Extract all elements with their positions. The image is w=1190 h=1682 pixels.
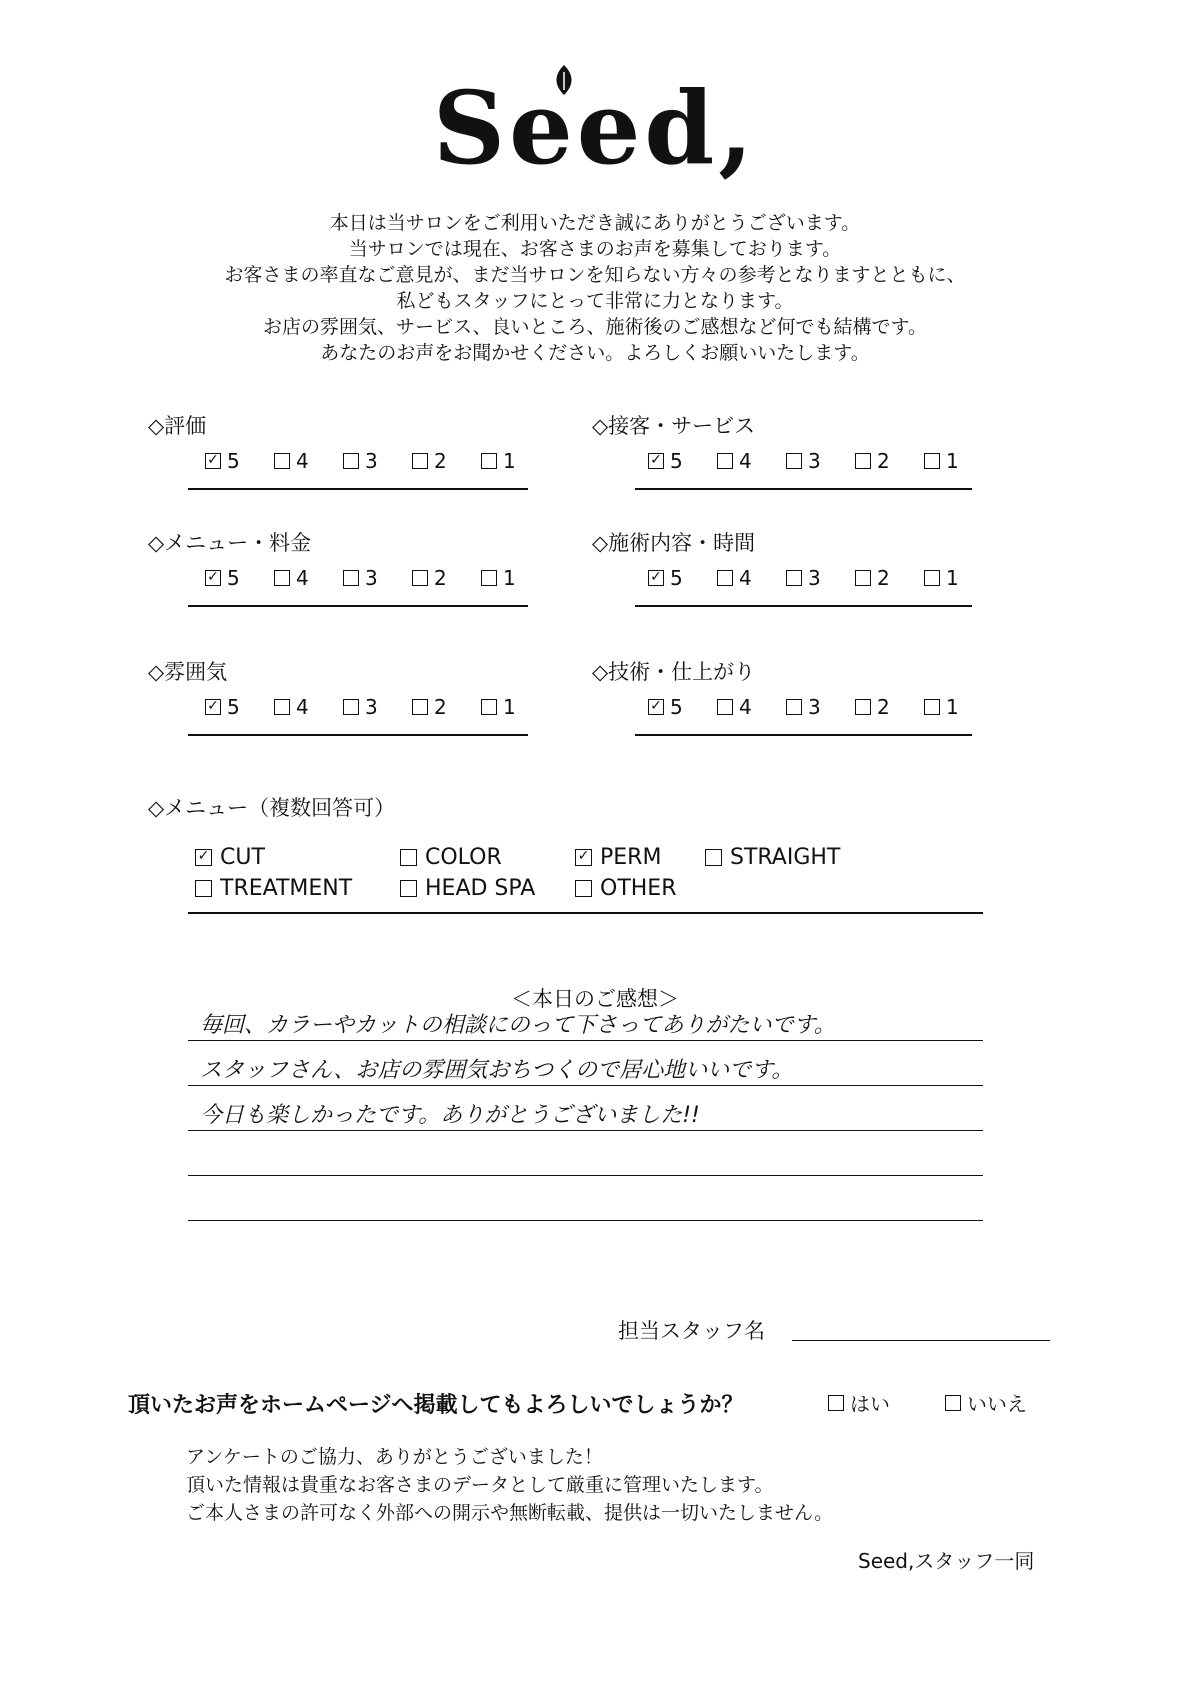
impression-line[interactable] [188, 1040, 983, 1041]
checkbox[interactable] [717, 570, 733, 586]
checkbox[interactable] [786, 570, 802, 586]
menu-option-color[interactable] [400, 845, 575, 870]
checkbox[interactable] [412, 453, 428, 469]
divider [635, 605, 972, 607]
rating-options [648, 566, 993, 590]
checkbox[interactable] [412, 699, 428, 715]
rating-option-4[interactable] [274, 449, 343, 473]
checkbox[interactable] [855, 699, 871, 715]
impression-title: ＜本日のご感想＞ [511, 987, 679, 1011]
rating-section-label: ◇雰囲気 [148, 660, 228, 684]
rating-options [205, 566, 550, 590]
checkbox[interactable] [274, 570, 290, 586]
menu-option-label: OTHER [600, 876, 677, 901]
checkbox[interactable] [274, 453, 290, 469]
checkbox[interactable] [855, 453, 871, 469]
rating-option-label: 4 [296, 566, 309, 590]
rating-section-label: ◇技術・仕上がり [592, 660, 756, 684]
impression-line[interactable] [188, 1085, 983, 1086]
thanks-line: ご本人さまの許可なく外部への開示や無断転載、提供は一切いたしません。 [186, 1502, 834, 1524]
staff-name-field[interactable] [792, 1340, 1050, 1341]
checkbox[interactable] [575, 880, 592, 897]
thanks-line: アンケートのご協力、ありがとうございました！ [186, 1446, 603, 1468]
divider [188, 734, 528, 736]
checkbox[interactable] [717, 699, 733, 715]
rating-option-2[interactable] [855, 695, 924, 719]
rating-options [205, 449, 550, 473]
divider [188, 605, 528, 607]
intro-line: 本日は当サロンをご利用いただき誠にありがとうございます。 [329, 212, 861, 234]
intro-text [0, 210, 1190, 366]
rating-option-4[interactable] [717, 566, 786, 590]
rating-option-4[interactable] [274, 695, 343, 719]
checkbox[interactable] [786, 453, 802, 469]
rating-option-label: 5 [227, 566, 240, 590]
menu-option-label: HEAD SPA [425, 876, 536, 901]
rating-option-label: 5 [227, 449, 240, 473]
rating-option-1[interactable] [481, 449, 550, 473]
rating-option-4[interactable] [717, 695, 786, 719]
menu-option-label: PERM [600, 845, 662, 870]
rating-option-label: 1 [503, 695, 516, 719]
rating-option-label: 4 [739, 695, 752, 719]
menu-option-other[interactable] [575, 876, 676, 901]
impression-text: スタッフさん、お店の雰囲気おちつくので居心地いいです。 [200, 1058, 794, 1083]
rating-option-label: 3 [365, 566, 378, 590]
rating-option-3[interactable] [786, 449, 855, 473]
divider [188, 912, 983, 914]
intro-line: 私どもスタッフにとって非常に力となります。 [396, 290, 794, 312]
checkbox[interactable] [195, 880, 212, 897]
rating-option-3[interactable] [343, 695, 412, 719]
rating-option-2[interactable] [855, 566, 924, 590]
publish-yes-option[interactable] [828, 1388, 890, 1417]
rating-option-label: 4 [296, 695, 309, 719]
rating-option-2[interactable] [855, 449, 924, 473]
rating-option-3[interactable] [786, 566, 855, 590]
checkbox[interactable] [924, 699, 940, 715]
rating-option-label: 2 [877, 449, 890, 473]
rating-option-label: 4 [739, 566, 752, 590]
checkbox[interactable]: ✓ [205, 453, 221, 469]
menu-option-label: TREATMENT [220, 876, 353, 901]
impression-line[interactable] [188, 1130, 983, 1131]
impression-line[interactable] [188, 1175, 983, 1176]
publish-question: 頂いたお声をホームページへ掲載してもよろしいでしょうか？ [128, 1393, 744, 1418]
rating-option-2[interactable] [412, 695, 481, 719]
rating-section-label: ◇評価 [148, 414, 207, 438]
impression-text: 毎回、カラーやカットの相談にのって下さってありがたいです。 [200, 1013, 836, 1038]
checkbox[interactable] [343, 699, 359, 715]
rating-section-label: ◇施術内容・時間 [592, 531, 756, 555]
rating-option-label: 5 [227, 695, 240, 719]
rating-option-label: 2 [434, 566, 447, 590]
divider [188, 488, 528, 490]
checkbox[interactable] [481, 570, 497, 586]
rating-option-label: 3 [365, 695, 378, 719]
rating-options [648, 695, 993, 719]
rating-option-label: 1 [946, 566, 959, 590]
publish-no-option[interactable] [945, 1388, 1027, 1417]
salon-logo: Seed, [432, 69, 758, 187]
rating-option-3[interactable] [786, 695, 855, 719]
checkbox[interactable] [412, 570, 428, 586]
rating-option-label: 4 [739, 449, 752, 473]
staff-name-label: 担当スタッフ名 [618, 1319, 765, 1343]
checkbox[interactable] [717, 453, 733, 469]
divider [635, 488, 972, 490]
impression-line[interactable] [188, 1220, 983, 1221]
rating-option-label: 5 [670, 449, 683, 473]
checkbox[interactable]: ✓ [575, 849, 592, 866]
checkbox[interactable]: ✓ [205, 699, 221, 715]
rating-option-label: 4 [296, 449, 309, 473]
rating-option-1[interactable] [924, 449, 993, 473]
menu-option-label: STRAIGHT [730, 845, 841, 870]
no-label: いいえ [967, 1392, 1027, 1416]
rating-option-5[interactable] [648, 566, 717, 590]
menu-option-head-spa[interactable] [400, 876, 575, 901]
rating-option-3[interactable] [343, 566, 412, 590]
checkbox[interactable] [924, 453, 940, 469]
checkbox[interactable] [855, 570, 871, 586]
thanks-line: 頂いた情報は貴重なお客さまのデータとして厳重に管理いたします。 [186, 1474, 774, 1496]
checkbox[interactable] [400, 880, 417, 897]
checkbox[interactable] [343, 453, 359, 469]
checkbox[interactable]: ✓ [648, 453, 664, 469]
checkbox[interactable] [828, 1395, 844, 1411]
rating-option-label: 3 [808, 566, 821, 590]
rating-option-label: 3 [808, 695, 821, 719]
rating-option-2[interactable] [412, 449, 481, 473]
menu-option-label: COLOR [425, 845, 502, 870]
impression-text: 今日も楽しかったです。ありがとうございました!! [200, 1103, 700, 1128]
signature: Seed,スタッフ一同 [858, 1549, 1035, 1573]
rating-option-label: 2 [434, 449, 447, 473]
checkbox[interactable] [274, 699, 290, 715]
intro-line: お店の雰囲気、サービス、良いところ、施術後のご感想など何でも結構です。 [262, 316, 928, 338]
rating-options [205, 695, 550, 719]
rating-option-5[interactable] [205, 695, 274, 719]
checkbox[interactable] [924, 570, 940, 586]
checkbox[interactable] [481, 699, 497, 715]
intro-line: 当サロンでは現在、お客さまのお声を募集しております。 [348, 238, 842, 260]
rating-option-5[interactable] [205, 449, 274, 473]
menu-section-label: ◇メニュー（複数回答可） [148, 796, 396, 820]
menu-options [195, 845, 840, 901]
rating-option-label: 1 [946, 449, 959, 473]
rating-option-3[interactable] [343, 449, 412, 473]
checkbox[interactable] [786, 699, 802, 715]
rating-option-label: 2 [877, 566, 890, 590]
checkbox[interactable]: ✓ [648, 570, 664, 586]
checkbox[interactable]: ✓ [648, 699, 664, 715]
menu-option-cut[interactable] [195, 845, 400, 870]
rating-options [648, 449, 993, 473]
rating-option-2[interactable] [412, 566, 481, 590]
rating-option-label: 1 [946, 695, 959, 719]
rating-section-label: ◇メニュー・料金 [148, 531, 312, 555]
rating-option-1[interactable] [481, 695, 550, 719]
rating-option-5[interactable] [648, 449, 717, 473]
intro-line: あなたのお声をお聞かせください。よろしくお願いいたします。 [320, 342, 870, 364]
checkbox[interactable]: ✓ [195, 849, 212, 866]
menu-option-label: CUT [220, 845, 265, 870]
menu-option-treatment[interactable] [195, 876, 400, 901]
rating-option-label: 1 [503, 449, 516, 473]
rating-option-5[interactable] [648, 695, 717, 719]
rating-option-1[interactable] [481, 566, 550, 590]
rating-option-label: 3 [365, 449, 378, 473]
checkbox[interactable] [945, 1395, 961, 1411]
intro-line: お客さまの率直なご意見が、まだ当サロンを知らない方々の参考となりますとともに、 [224, 264, 966, 286]
menu-option-perm[interactable] [575, 845, 705, 870]
thanks-text [186, 1443, 833, 1527]
checkbox[interactable] [481, 453, 497, 469]
divider [635, 734, 972, 736]
rating-section-label: ◇接客・サービス [592, 414, 756, 438]
rating-option-label: 5 [670, 695, 683, 719]
checkbox[interactable] [400, 849, 417, 866]
rating-option-label: 1 [503, 566, 516, 590]
checkbox[interactable] [343, 570, 359, 586]
rating-option-4[interactable] [717, 449, 786, 473]
rating-option-5[interactable] [205, 566, 274, 590]
rating-option-label: 5 [670, 566, 683, 590]
rating-option-4[interactable] [274, 566, 343, 590]
rating-option-label: 2 [877, 695, 890, 719]
checkbox[interactable]: ✓ [205, 570, 221, 586]
rating-option-1[interactable] [924, 566, 993, 590]
checkbox[interactable] [705, 849, 722, 866]
yes-label: はい [850, 1392, 890, 1416]
rating-option-label: 2 [434, 695, 447, 719]
rating-option-1[interactable] [924, 695, 993, 719]
rating-option-label: 3 [808, 449, 821, 473]
menu-option-straight[interactable] [705, 845, 840, 870]
